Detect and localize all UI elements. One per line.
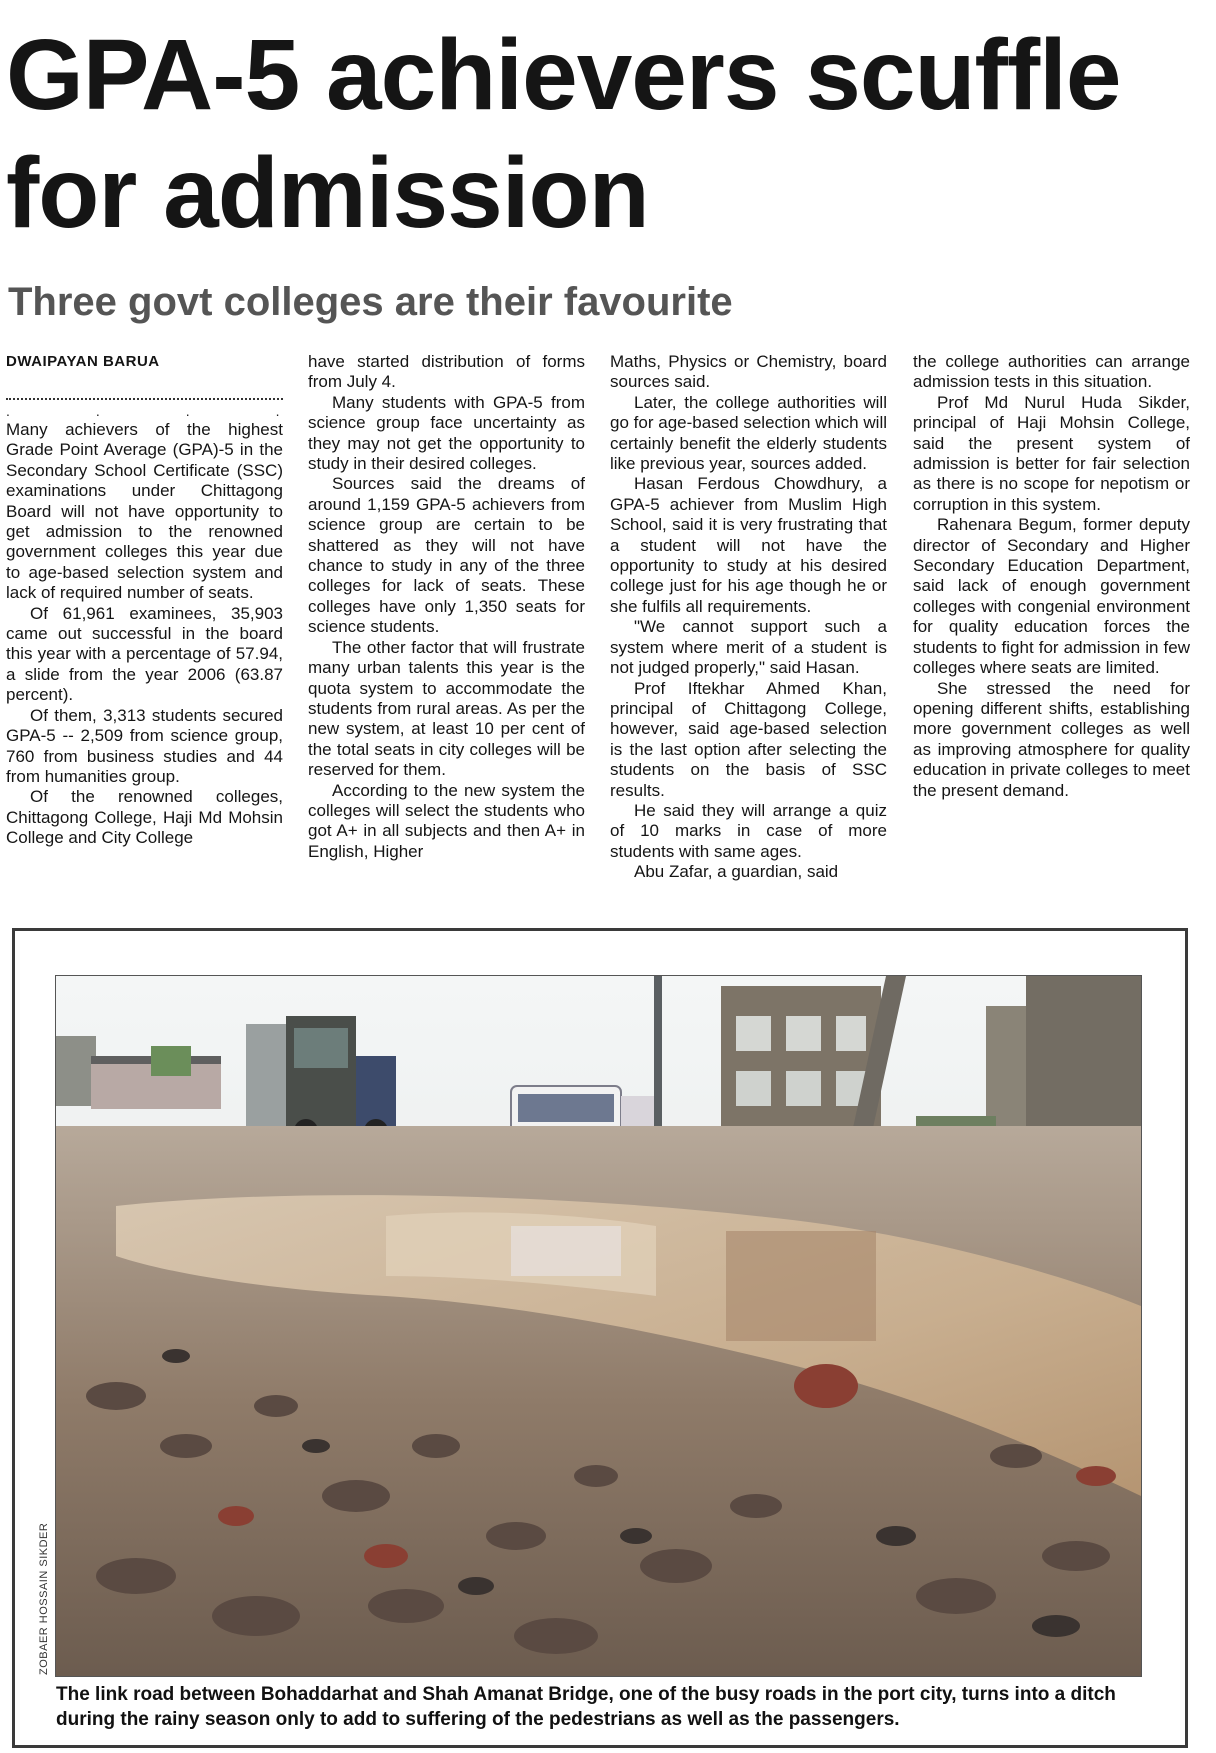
paragraph: Prof Iftekhar Ahmed Khan, principal of Chittagong College, however, said age-based selection is the last option after selecting the students on the basis of SSC results. <box>610 678 887 800</box>
dot-leader: .... <box>6 403 366 419</box>
paragraph: Later, the college authorities will go for age-based selection which will certainly benefit the elderly students like previous year, sources added. <box>610 392 887 474</box>
headline <box>6 16 1211 252</box>
paragraph: Rahenara Begum, former deputy director of Secondary and Higher Secondary Education Department, said lack of enough government colleges with congenial environment for quality education forces the students to fight for admission in few colleges where seats are limited. <box>913 515 1190 678</box>
paragraph: She stressed the need for opening different shifts, establishing more government colleges as well as improving atmosphere for quality education in private colleges to meet the present demand. <box>913 678 1190 800</box>
paragraph: "We cannot support such a system where merit of a student is not judged properly," said Hasan. <box>610 617 887 678</box>
paragraph: Maths, Physics or Chemistry, board sources said. <box>610 352 887 392</box>
news-photo <box>55 975 1142 1677</box>
headline-line-1: GPA-5 achievers scuffle <box>6 19 1121 131</box>
paragraph: the college authorities can arrange admission tests in this situation. <box>913 352 1190 392</box>
paragraph: Many achievers of the highest Grade Point Average (GPA)-5 in the Secondary School Certificate (SSC) examinations under Chittagong Board will not have opportunity to get admission to the renowned government colleges this year due to age-based selection system and lack of required number of seats. <box>6 420 283 603</box>
paragraph: Of 61,961 examinees, 35,903 came out successful in the board this year with a percentage of 57.94, a slide from the year 2006 (63.87 percent). <box>6 603 283 705</box>
subheadline: Three govt colleges are their favourite <box>8 280 733 324</box>
byline-rule <box>6 372 283 400</box>
paragraph: Of them, 3,313 students secured GPA-5 -- 2,509 from science group, 760 from business studies and 44 from humanities group. <box>6 705 283 786</box>
paragraph: Sources said the dreams of around 1,159 GPA-5 achievers from science group are certain to be shattered as they will not have chance to study in any of the three colleges for lack of seats. These colleges have only 1,350 seats for science students. <box>308 474 585 637</box>
paragraph: The other factor that will frustrate many urban talents this year is the quota system to accommodate the students from rural areas. As per the new system, at least 10 per cent of the total seats in city colleges will be reserved for them. <box>308 637 585 780</box>
paragraph: He said they will arrange a quiz of 10 marks in case of more students with same ages. <box>610 800 887 861</box>
paragraph: have started distribution of forms from July 4. <box>308 352 585 392</box>
article-column-3 <box>610 352 887 912</box>
article-column-1 <box>6 352 366 912</box>
paragraph: Many students with GPA-5 from science group face uncertainty as they may not get the opportunity to study in their desired colleges. <box>308 392 585 474</box>
article-column-2 <box>308 352 585 912</box>
paragraph: Abu Zafar, a guardian, said <box>634 862 839 882</box>
paragraph: Prof Md Nurul Huda Sikder, principal of Haji Mohsin College, said the present system of admission is better for fair selection as there is no scope for nepotism or corruption in this system. <box>913 392 1190 514</box>
paragraph: Of the renowned colleges, Chittagong College, Haji Md Mohsin College and City College <box>6 787 283 848</box>
article-column-4 <box>913 352 1190 912</box>
paragraph: According to the new system the colleges will select the students who got A+ in all subjects and then A+ in English, Higher <box>308 780 585 861</box>
paragraph: Hasan Ferdous Chowdhury, a GPA-5 achiever from Muslim High School, said it is very frustrating that a student will not have the opportunity to study at his desired college just for his age though he or she fulfils all requirements. <box>610 474 887 616</box>
photo-caption: The link road between Bohaddarhat and Shah Amanat Bridge, one of the busy roads in the port city, turns into a ditch during the rainy season only to add to suffering of the pedestrians as well as the passengers. <box>56 1684 1116 1730</box>
headline-line-2: for admission <box>6 137 649 249</box>
byline: DWAIPAYAN BARUA <box>6 353 160 370</box>
